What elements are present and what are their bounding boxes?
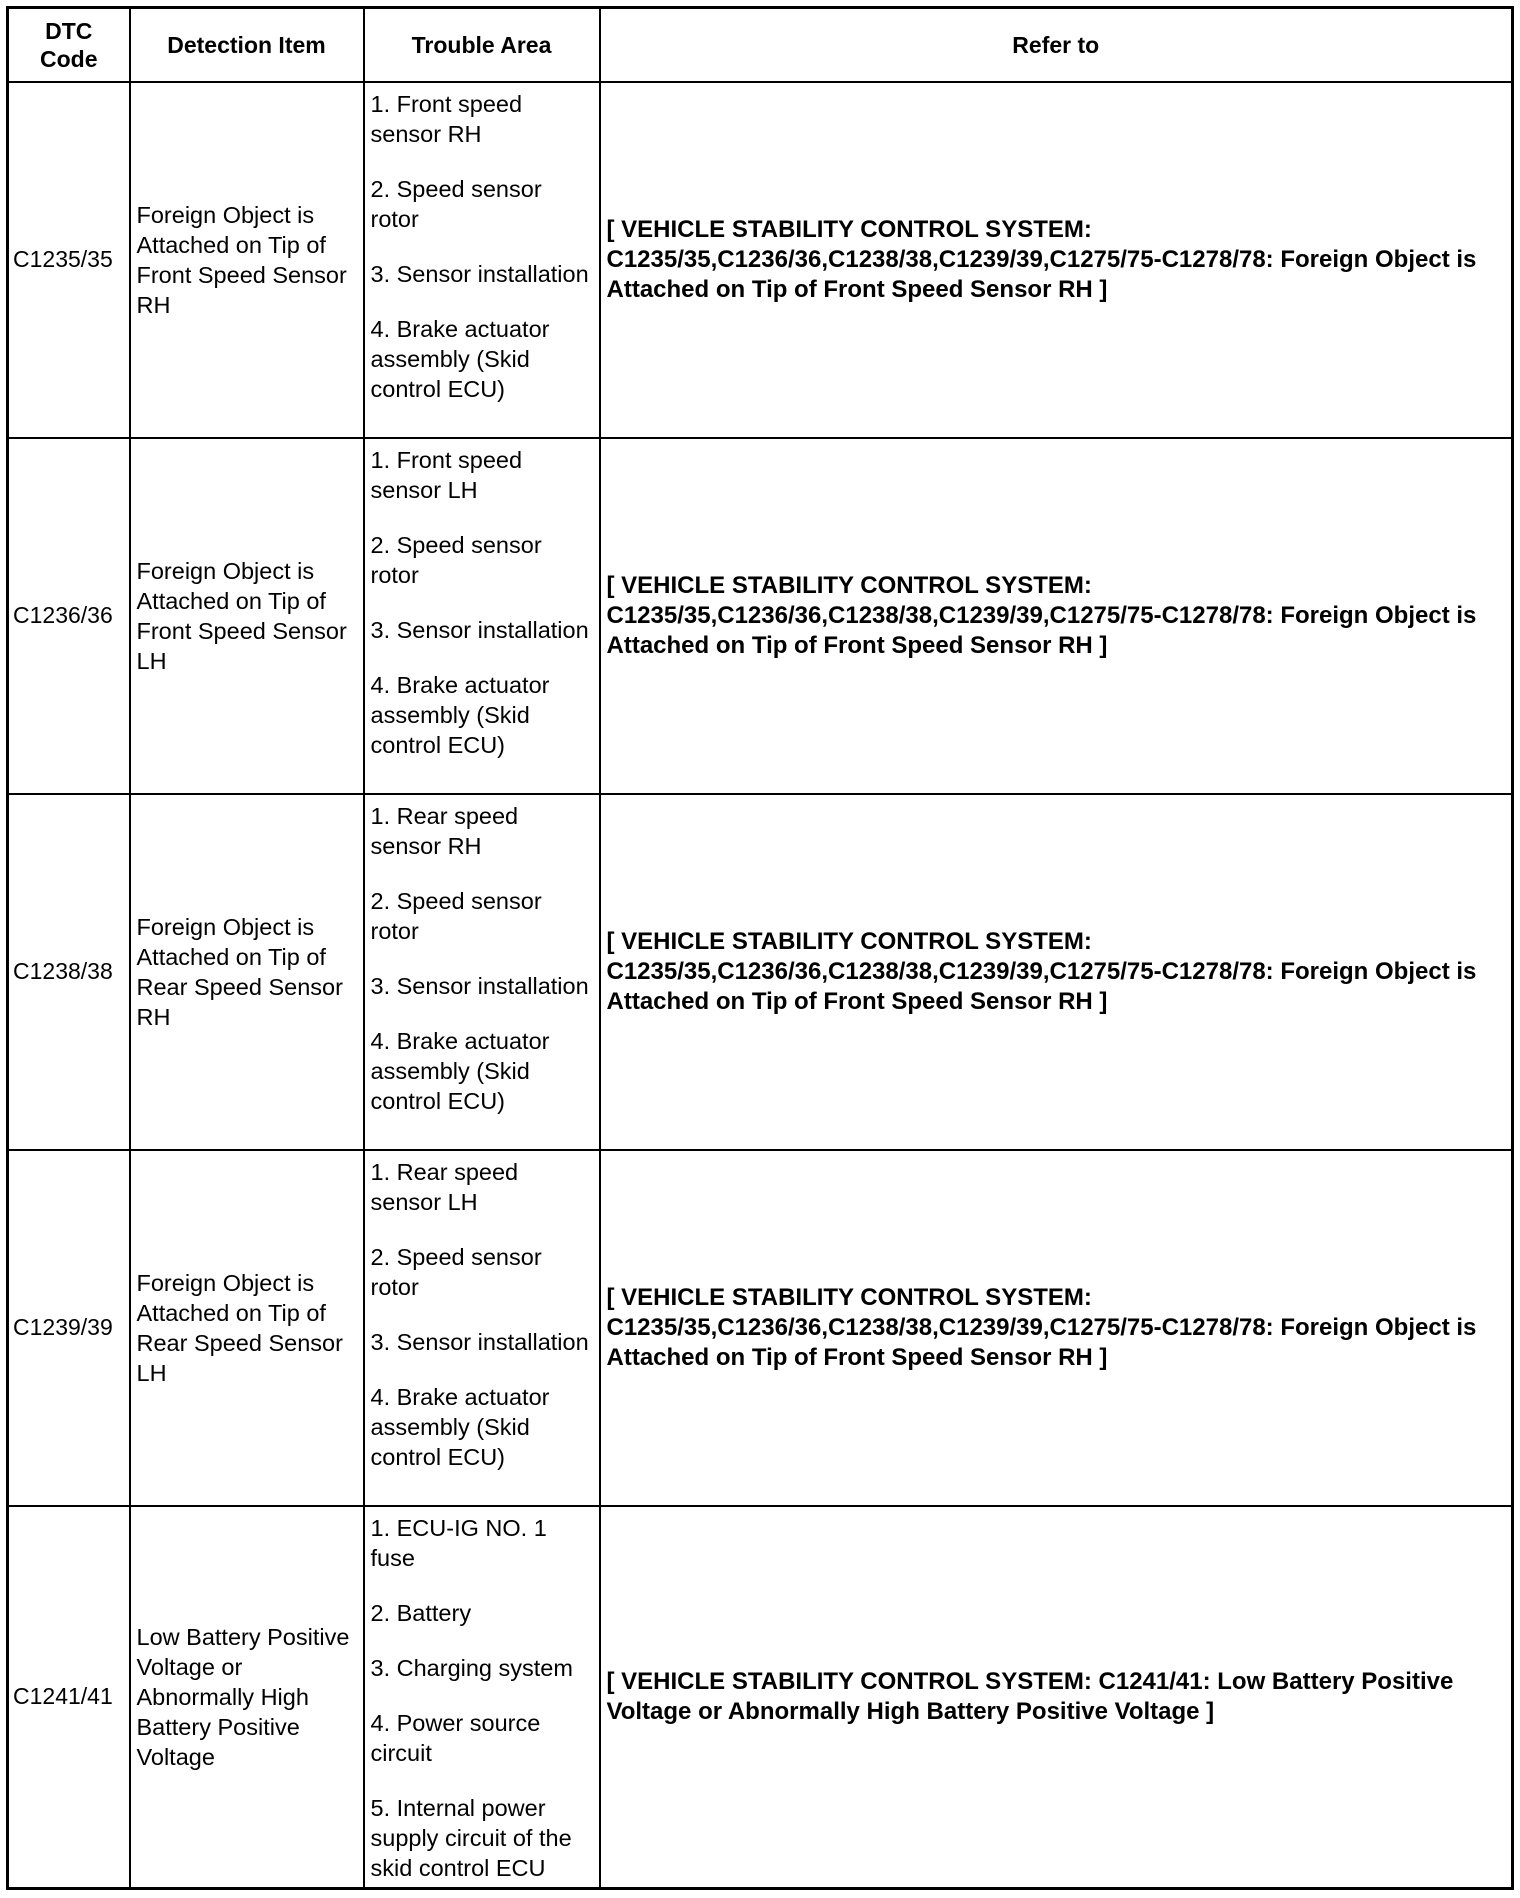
- trouble-area-step: 5. Internal power supply circuit of the skid control ECU: [370, 1794, 572, 1881]
- header-refer-to: Refer to: [600, 8, 1513, 82]
- refer-to-link[interactable]: [ VEHICLE STABILITY CONTROL SYSTEM: C1235/35,C1236/36,C1238/38,C1239/39,C1275/75-C1278/78: Foreign Object is Attached on Tip of Front Speed Sensor RH ]: [600, 82, 1513, 438]
- trouble-area-step: 1. Front speed sensor LH: [370, 446, 523, 503]
- trouble-area-step: 3. Sensor installation: [370, 972, 589, 999]
- trouble-area-step: 1. ECU-IG NO. 1 fuse: [370, 1514, 547, 1571]
- trouble-area-cell: [364, 1506, 600, 1889]
- trouble-area-step: 3. Charging system: [370, 1654, 573, 1681]
- header-dtc-code-line1: DTC: [45, 17, 93, 44]
- trouble-area-step: 4. Brake actuator assembly (Skid control ECU): [370, 1383, 550, 1470]
- trouble-area-step: 3. Sensor installation: [370, 1328, 589, 1355]
- table-row: [8, 82, 1513, 438]
- table-row: [8, 1150, 1513, 1506]
- trouble-area-step: 1. Rear speed sensor RH: [370, 802, 519, 859]
- dtc-code-cell: C1241/41: [8, 1506, 130, 1889]
- header-dtc-code-line2: Code: [40, 45, 98, 72]
- dtc-table: [6, 6, 1514, 1890]
- detection-item-cell: Foreign Object is Attached on Tip of Rear Speed Sensor RH: [130, 794, 364, 1150]
- trouble-area-cell: [364, 438, 600, 794]
- trouble-area-cell: [364, 82, 600, 438]
- trouble-area-step: 1. Front speed sensor RH: [370, 90, 523, 147]
- trouble-area-step: 2. Speed sensor rotor: [370, 1243, 542, 1300]
- dtc-code-cell: C1239/39: [8, 1150, 130, 1506]
- refer-to-link[interactable]: [ VEHICLE STABILITY CONTROL SYSTEM: C1241/41: Low Battery Positive Voltage or Abnormally High Battery Positive Voltage ]: [600, 1506, 1513, 1889]
- dtc-code-cell: C1235/35: [8, 82, 130, 438]
- refer-to-link[interactable]: [ VEHICLE STABILITY CONTROL SYSTEM: C1235/35,C1236/36,C1238/38,C1239/39,C1275/75-C1278/78: Foreign Object is Attached on Tip of Front Speed Sensor RH ]: [600, 794, 1513, 1150]
- trouble-area-step: 4. Power source circuit: [370, 1709, 541, 1766]
- trouble-area-step: 2. Speed sensor rotor: [370, 175, 542, 232]
- dtc-code-cell: C1238/38: [8, 794, 130, 1150]
- trouble-area-step: 2. Battery: [370, 1599, 472, 1626]
- table-row: [8, 438, 1513, 794]
- trouble-area-step: 3. Sensor installation: [370, 260, 589, 287]
- trouble-area-step: 1. Rear speed sensor LH: [370, 1158, 519, 1215]
- trouble-area-step: 4. Brake actuator assembly (Skid control ECU): [370, 315, 550, 402]
- trouble-area-cell: [364, 1150, 600, 1506]
- table-row: [8, 794, 1513, 1150]
- header-row: [8, 8, 1513, 82]
- refer-to-link[interactable]: [ VEHICLE STABILITY CONTROL SYSTEM: C1235/35,C1236/36,C1238/38,C1239/39,C1275/75-C1278/78: Foreign Object is Attached on Tip of Front Speed Sensor RH ]: [600, 1150, 1513, 1506]
- detection-item-cell: Foreign Object is Attached on Tip of Front Speed Sensor RH: [130, 82, 364, 438]
- header-trouble-area: Trouble Area: [364, 8, 600, 82]
- trouble-area-cell: [364, 794, 600, 1150]
- table-row: [8, 1506, 1513, 1889]
- dtc-code-cell: C1236/36: [8, 438, 130, 794]
- refer-to-link[interactable]: [ VEHICLE STABILITY CONTROL SYSTEM: C1235/35,C1236/36,C1238/38,C1239/39,C1275/75-C1278/78: Foreign Object is Attached on Tip of Front Speed Sensor RH ]: [600, 438, 1513, 794]
- trouble-area-step: 4. Brake actuator assembly (Skid control ECU): [370, 671, 550, 758]
- detection-item-cell: Low Battery Positive Voltage or Abnormally High Battery Positive Voltage: [130, 1506, 364, 1889]
- trouble-area-step: 2. Speed sensor rotor: [370, 887, 542, 944]
- trouble-area-step: 4. Brake actuator assembly (Skid control ECU): [370, 1027, 550, 1114]
- header-detection-item: Detection Item: [130, 8, 364, 82]
- detection-item-cell: Foreign Object is Attached on Tip of Front Speed Sensor LH: [130, 438, 364, 794]
- trouble-area-step: 2. Speed sensor rotor: [370, 531, 542, 588]
- detection-item-cell: Foreign Object is Attached on Tip of Rear Speed Sensor LH: [130, 1150, 364, 1506]
- header-dtc-code: [8, 8, 130, 82]
- trouble-area-step: 3. Sensor installation: [370, 616, 589, 643]
